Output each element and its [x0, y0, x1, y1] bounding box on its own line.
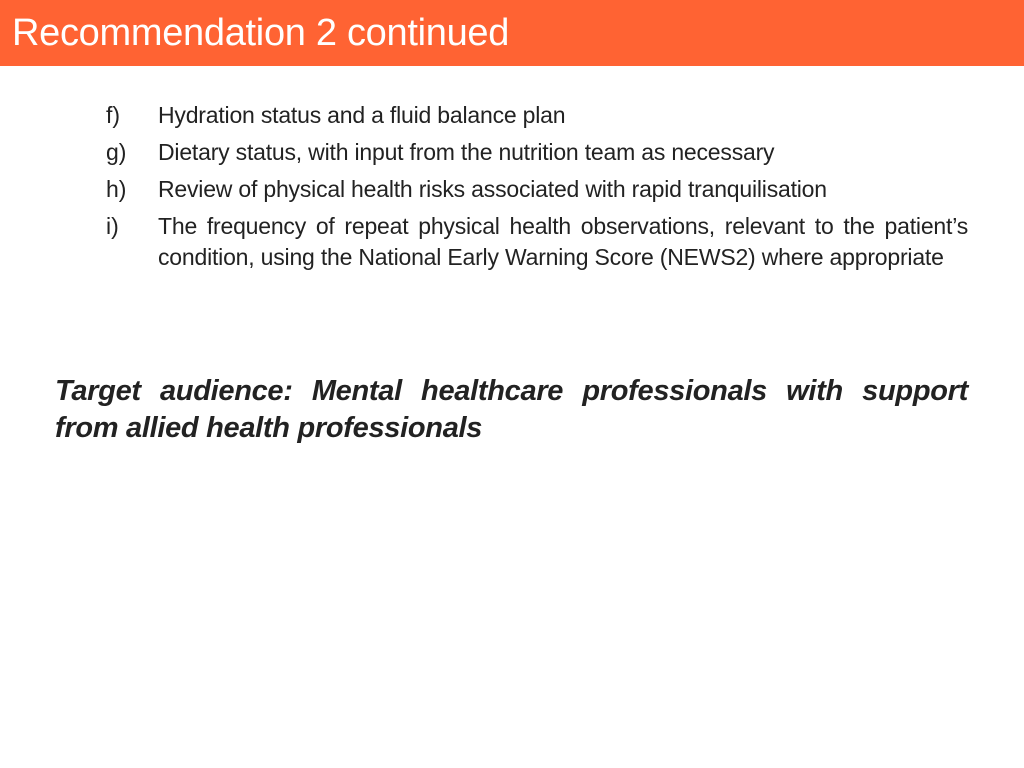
list-item-text: Dietary status, with input from the nutrition team as necessary	[158, 139, 775, 165]
list-marker: h)	[106, 176, 127, 202]
slide-title: Recommendation 2 continued	[12, 12, 510, 54]
list-item-g	[106, 137, 968, 168]
target-audience: Target audience: Mental healthcare professionals with support from allied health professionals	[55, 375, 968, 444]
list-item-text: The frequency of repeat physical health observations, relevant to the patient’s condition, using the National Early Warning Score (NEWS2) where appropriate	[158, 213, 968, 270]
list-item-i	[106, 211, 968, 273]
list-marker: f)	[106, 102, 121, 128]
list-item-text: Review of physical health risks associated with rapid tranquilisation	[158, 176, 827, 202]
list-marker: g)	[106, 139, 127, 165]
list-item-text: Hydration status and a fluid balance plan	[158, 102, 566, 128]
list-item-h	[106, 174, 968, 205]
list-marker: i)	[106, 213, 119, 239]
title-bar	[0, 0, 1024, 66]
list-item-f	[106, 100, 968, 131]
recommendation-list	[106, 100, 968, 279]
